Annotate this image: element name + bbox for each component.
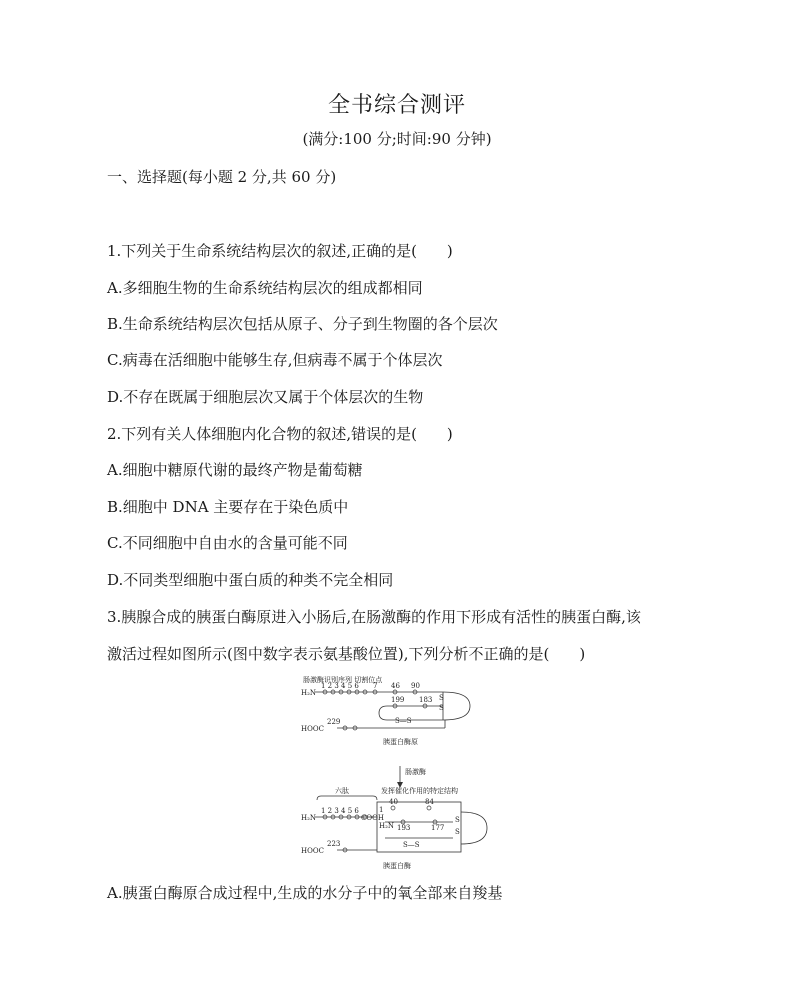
question-3-option-a: A.胰蛋白酶原合成过程中,生成的水分子中的氧全部来自羧基 (107, 884, 503, 902)
figure-label-183: 183 (419, 696, 433, 704)
figure-hexapeptide-label: 六肽 (335, 787, 349, 795)
figure-ss-bridge-bottom: S—S (403, 841, 420, 849)
figure-disulfide-s-3: S (455, 816, 460, 824)
figure-label-193: 193 (397, 824, 411, 832)
figure-label-199: 199 (391, 696, 405, 704)
figure-cooh-label: COOH (361, 814, 384, 822)
question-3-stem-line-1: 3.胰腺合成的胰蛋白酶原进入小肠后,在肠激酶的作用下形成有活性的胰蛋白酶,该 (107, 608, 641, 626)
question-2-option-d: D.不同类型细胞中蛋白质的种类不完全相同 (107, 571, 394, 589)
figure-trypsin-label: 胰蛋白酶 (383, 862, 411, 870)
figure-precursor-label: 胰蛋白酶原 (383, 738, 418, 746)
figure-h2n-inner: H₂N (379, 822, 395, 830)
question-1-option-d: D.不存在既属于细胞层次又属于个体层次的生物 (107, 388, 424, 406)
figure-disulfide-s-1: S (439, 694, 444, 702)
figure-seq-numbers-bottom: 1 2 3 4 5 6 (321, 807, 359, 815)
figure-hooc-top: HOOC (301, 725, 324, 733)
figure-h2n-bottom: H₂N (301, 814, 317, 822)
question-2-stem: 2.下列有关人体细胞内化合物的叙述,错误的是( ) (107, 425, 453, 443)
figure-label-1: 1 (379, 806, 384, 814)
figure-label-177: 177 (431, 824, 445, 832)
figure-hooc-bottom: HOOC (301, 847, 324, 855)
question-1-option-c: C.病毒在活细胞中能够生存,但病毒不属于个体层次 (107, 351, 443, 369)
figure-disulfide-s-4: S (455, 828, 460, 836)
question-3-stem-line-2: 激活过程如图所示(图中数字表示氨基酸位置),下列分析不正确的是( ) (107, 645, 586, 663)
question-2-option-c: C.不同细胞中自由水的含量可能不同 (107, 534, 348, 552)
figure-label-7: 7 (373, 682, 378, 690)
figure-top-caption: 肠激酶识别序列 切割位点 (303, 676, 383, 684)
figure-label-90: 90 (411, 682, 420, 690)
figure-ss-bridge-top: S—S (395, 717, 412, 725)
figure-label-84: 84 (425, 798, 434, 806)
figure-active-structure-label: 发挥催化作用的特定结构 (381, 787, 458, 795)
section-heading: 一、选择题(每小题 2 分,共 60 分) (107, 168, 337, 186)
question-1-option-b: B.生命系统结构层次包括从原子、分子到生物圈的各个层次 (107, 315, 498, 333)
question-1-option-a: A.多细胞生物的生命系统结构层次的组成都相同 (107, 279, 423, 297)
figure-label-223: 223 (327, 840, 341, 848)
trypsinogen-activation-diagram (295, 672, 505, 872)
figure-enzyme-label: 肠激酶 (405, 768, 426, 776)
question-2-option-a: A.细胞中糖原代谢的最终产物是葡萄糖 (107, 461, 363, 479)
figure-label-40: 40 (389, 798, 398, 806)
figure-disulfide-s-2: S (439, 704, 444, 712)
figure-h2n-top: H₂N (301, 689, 317, 697)
page-title: 全书综合测评 (327, 93, 466, 118)
question-1-stem: 1.下列关于生命系统结构层次的叙述,正确的是( ) (107, 242, 453, 260)
figure-label-46: 46 (391, 682, 400, 690)
figure-label-229: 229 (327, 718, 341, 726)
exam-info: (满分:100 分;时间:90 分钟) (302, 130, 492, 148)
figure-seq-numbers-top: 1 2 3 4 5 6 (321, 682, 359, 690)
question-2-option-b: B.细胞中 DNA 主要存在于染色质中 (107, 498, 349, 516)
